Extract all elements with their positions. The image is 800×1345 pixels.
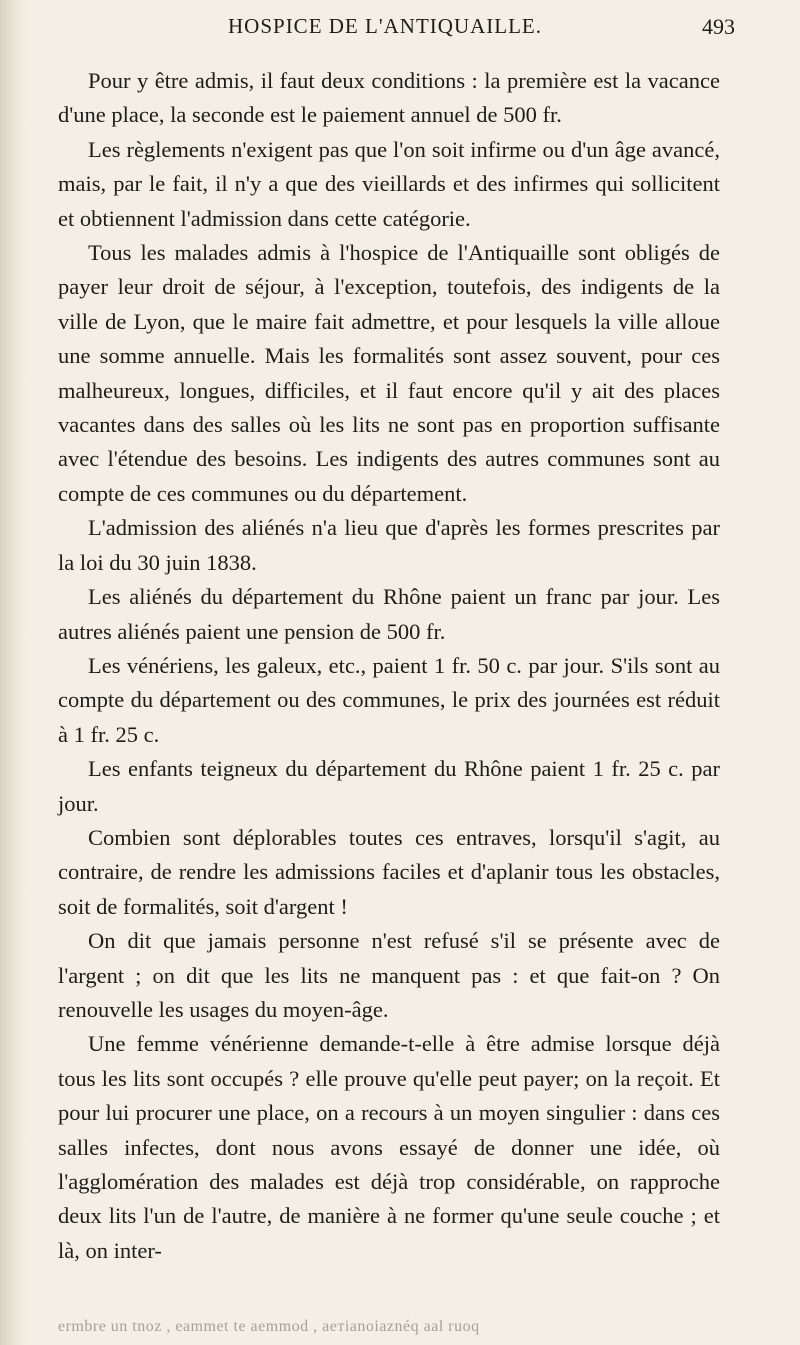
paragraph-reglements: Les règlements n'exigent pas que l'on soit infirme ou d'un âge avancé, mais, par le fait, il n'y a que des vieillards et des infirmes qui sollicitent et obtiennent l'admission dans cette catégorie. xyxy=(58,136,720,231)
paragraph-entraves: Combien sont déplorables toutes ces entraves, lorsqu'il s'agit, au contraire, de rendre les admissions faciles et d'aplanir tous les obstacles, soit de formalités, soit d'argent ! xyxy=(58,824,720,919)
binding-gutter xyxy=(0,0,26,1345)
paragraph-femme-venerienne: Une femme vénérienne demande-t-elle à être admise lorsque déjà tous les lits sont occupés ? elle prouve qu'elle peut payer; on la reçoit. Et pour lui procurer une place, on a recours à un moyen singulier : dans ces salles infectes, dont nous avons essayé de donner une idée, où l'agglomération des malades est déjà trop considérable, on rapproche deux lits l'un de l'autre, de manière à ne former qu'une seule couche ; et là, on inter- xyxy=(58,1031,720,1263)
paragraph-alienes-tarif: Les aliénés du département du Rhône paient un franc par jour. Les autres aliénés paient une pension de 500 fr. xyxy=(58,584,720,644)
paragraph-veneriens: Les vénériens, les galeux, etc., paient 1 fr. 50 c. par jour. S'ils sont au compte du département ou des communes, le prix des journées est réduit à 1 fr. 25 c. xyxy=(58,652,720,747)
paragraph-argent: On dit que jamais personne n'est refusé s'il se présente avec de l'argent ; on dit que les lits ne manquent pas : et que fait-on ? On renouvelle les usages du moyen-âge. xyxy=(58,928,720,1022)
running-title: HOSPICE DE L'ANTIQUAILLE. xyxy=(228,14,542,38)
bleed-through-text: ermbre un tnoz , eammet te aemmod , aeтianoiaznéq aal ruoq xyxy=(58,1318,480,1335)
paragraph-conditions: Pour y être admis, il faut deux conditions : la première est la vacance d'une place, la seconde est le paiement annuel de 500 fr. xyxy=(58,68,720,128)
body-text xyxy=(58,64,720,1268)
page-header xyxy=(50,8,735,48)
paragraph-enfants-teigneux: Les enfants teigneux du département du Rhône paient 1 fr. 25 c. par jour. xyxy=(58,756,720,816)
paragraph-alienes-admission: L'admission des aliénés n'a lieu que d'après les formes prescrites par la loi du 30 juin 1838. xyxy=(58,515,720,575)
paragraph-malades: Tous les malades admis à l'hospice de l'Antiquaille sont obligés de payer leur droit de séjour, à l'exception, toutefois, des indigents de la ville de Lyon, que le maire fait admettre, et pour lesquels la ville alloue une somme annuelle. Mais les formalités sont assez souvent, pour ces malheureux, longues, difficiles, et il faut encore qu'il y ait des places vacantes dans des salles où les lits ne sont pas en proportion suffisante avec l'étendue des besoins. Les indigents des autres communes sont au compte de ces communes ou du département. xyxy=(58,240,720,506)
page-number: 493 xyxy=(702,14,735,39)
